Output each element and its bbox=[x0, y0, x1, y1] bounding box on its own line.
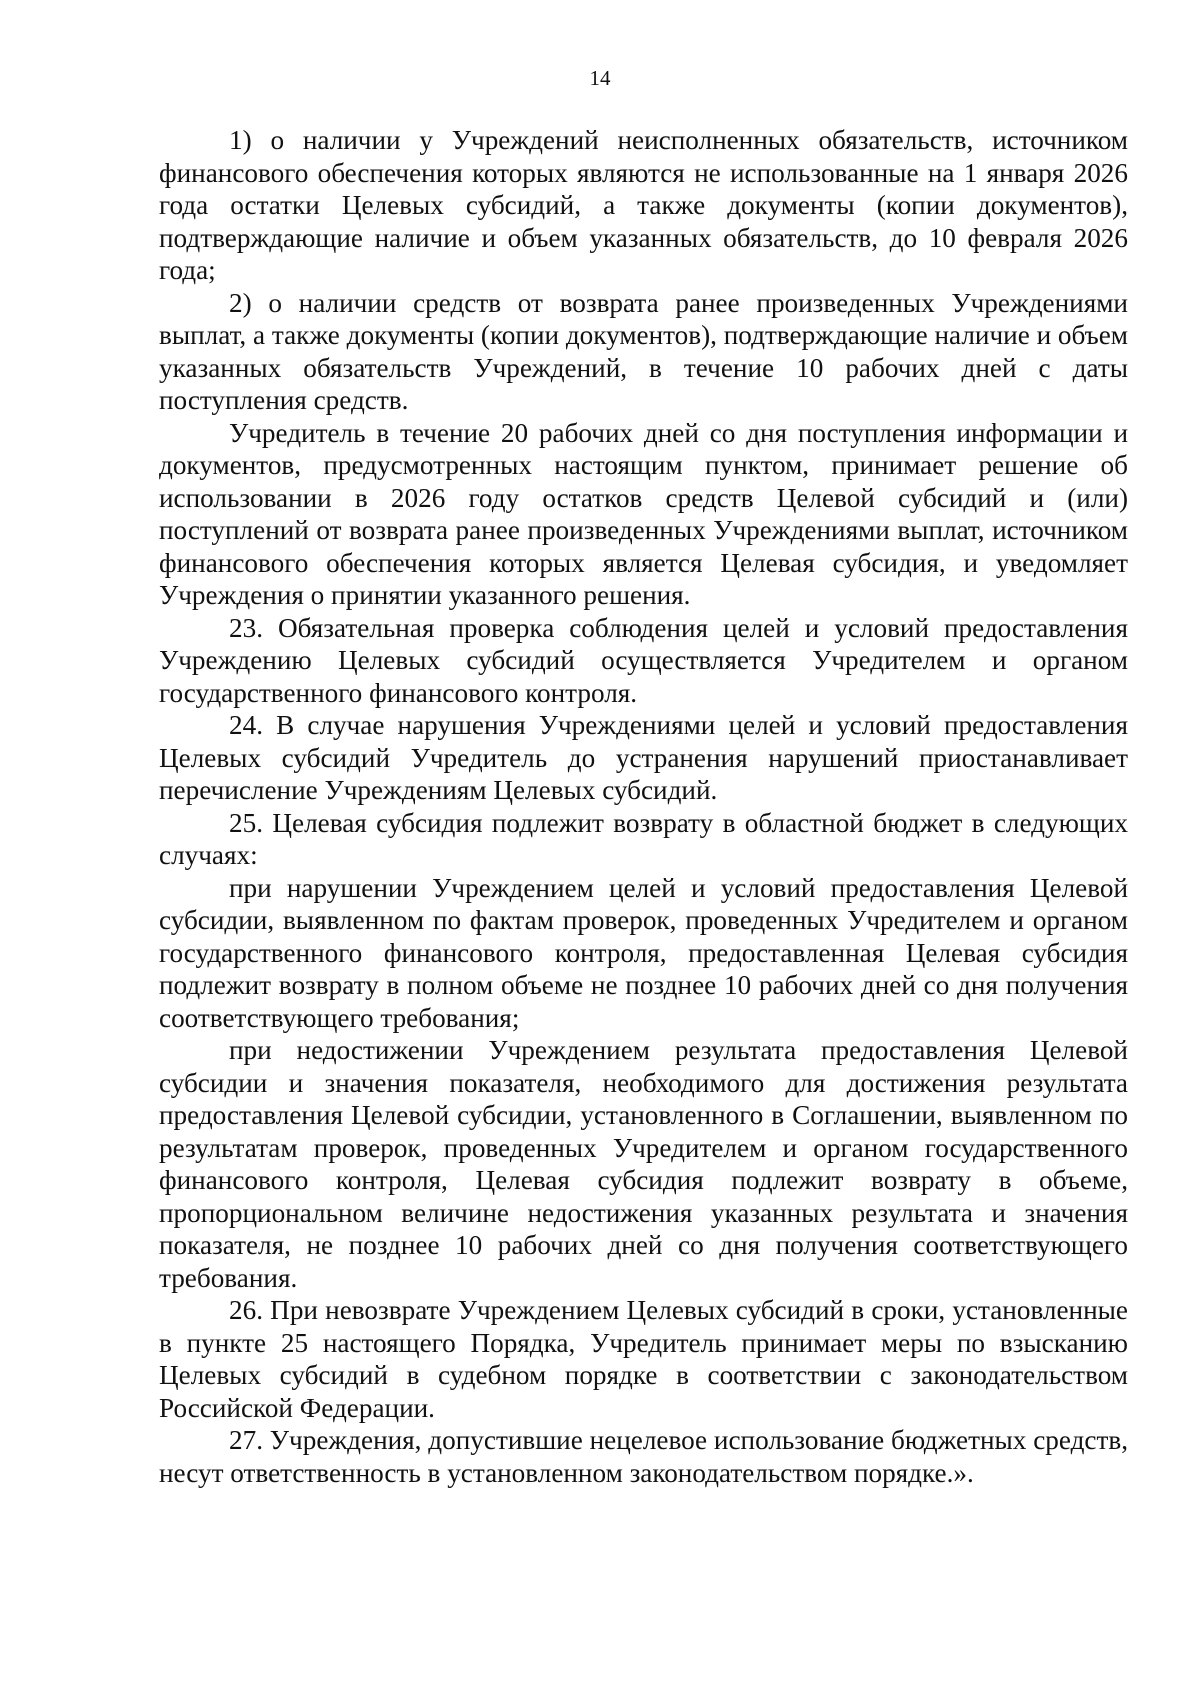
paragraph-item-1: 1) о наличии у Учреждений неисполненных обязательств, источником финансового обеспечения которых являются не использованные на 1 января 2026 года остатки Целевых субсидий, а также документы (копии документов), подтверждающие наличие и объем указанных обязательств, до 10 февраля 2026 года; bbox=[159, 125, 1128, 285]
paragraph-clause-26: 26. При невозврате Учреждением Целевых субсидий в сроки, установленные в пункте 25 настоящего Порядка, Учредитель принимает меры по взысканию Целевых субсидий в судебном порядке в соответствии с законодательством Российской Федерации. bbox=[159, 1295, 1128, 1423]
document-body bbox=[159, 124, 1128, 1489]
paragraph-clause-23: 23. Обязательная проверка соблюдения целей и условий предоставления Учреждению Целевых субсидий осуществляется Учредителем и органом государственного финансового контроля. bbox=[159, 612, 1128, 708]
paragraph-clause-27: 27. Учреждения, допустившие нецелевое использование бюджетных средств, несут ответственность в установленном законодательством порядке.». bbox=[159, 1425, 1128, 1488]
paragraph-founder-decision: Учредитель в течение 20 рабочих дней со дня поступления информации и документов, предусмотренных настоящим пунктом, принимает решение об использовании в 2026 году остатков средств Целевой субсидий и (или) поступлений от возврата ранее произведенных Учреждениями выплат, источником финансового обеспечения которых является Целевая субсидия, и уведомляет Учреждения о принятии указанного решения. bbox=[159, 417, 1128, 610]
paragraph-clause-24: 24. В случае нарушения Учреждениями целей и условий предоставления Целевых субсидий Учредитель до устранения нарушений приостанавливает перечисление Учреждениям Целевых субсидий. bbox=[159, 710, 1128, 805]
paragraph-non-achievement-case: при недостижении Учреждением результата предоставления Целевой субсидии и значения показателя, необходимого для достижения результата предоставления Целевой субсидии, установленного в Соглашении, выявленном по результатам проверок, проведенных Учредителем и органом государственного финансового контроля, Целевая субсидия подлежит возврату в объеме, пропорциональном величине недостижения указанных результата и значения показателя, не позднее 10 рабочих дней со дня получения соответствующего требования. bbox=[159, 1035, 1128, 1293]
paragraph-item-2: 2) о наличии средств от возврата ранее произведенных Учреждениями выплат, а также документы (копии документов), подтверждающие наличие и объем указанных обязательств Учреждений, в течение 10 рабочих дней с даты поступления средств. bbox=[159, 287, 1128, 415]
paragraph-violation-case: при нарушении Учреждением целей и условий предоставления Целевой субсидии, выявленном по фактам проверок, проведенных Учредителем и органом государственного финансового контроля, предоставленная Целевая субсидия подлежит возврату в полном объеме не позднее 10 рабочих дней со дня получения соответствующего требования; bbox=[159, 872, 1128, 1033]
paragraph-clause-25: 25. Целевая субсидия подлежит возврату в областной бюджет в следующих случаях: bbox=[159, 807, 1128, 870]
page-number: 14 bbox=[589, 66, 611, 90]
